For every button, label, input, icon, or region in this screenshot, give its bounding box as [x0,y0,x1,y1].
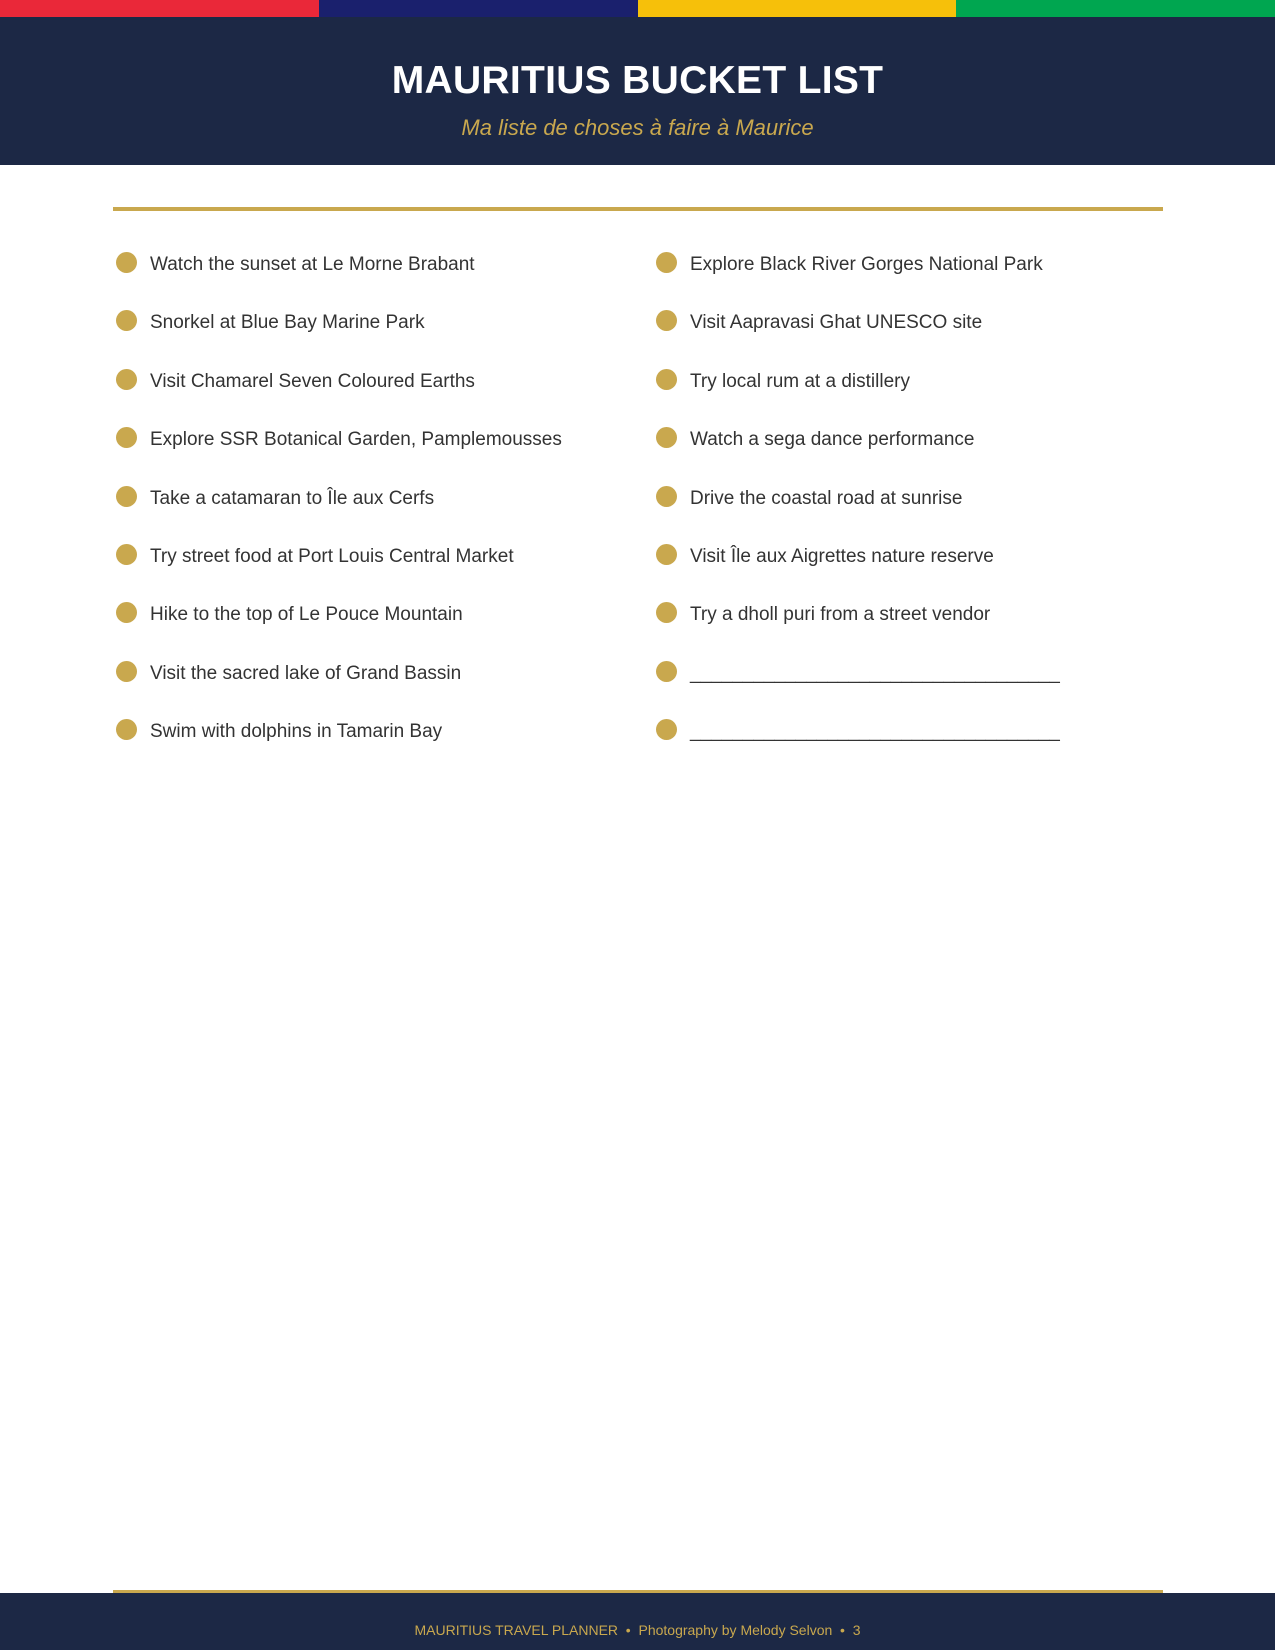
list-item [115,482,635,540]
list-item-text: Watch the sunset at Le Morne Brabant [150,254,475,275]
list-item [655,423,1175,481]
list-item-text: Watch a sega dance performance [690,429,975,451]
page-header [0,17,1275,165]
flag-color-bar [0,0,1275,17]
bullet-dot-icon [116,544,137,565]
list-item-text: ___________________________________ [690,662,1060,684]
bullet-dot-icon [656,661,677,682]
bullet-dot-icon [116,427,137,448]
list-item [115,365,635,423]
page-title: MAURITIUS BUCKET LIST [391,59,884,102]
bullet-dot-icon [656,369,677,390]
list-item-text: Visit Île aux Aigrettes nature reserve [690,545,994,567]
top-divider [113,207,1163,211]
bullet-dot-icon [656,310,677,331]
list-item-text: Try local rum at a distillery [690,370,910,392]
list-item [655,657,1175,715]
list-item [115,715,635,773]
list-item [115,598,635,656]
list-item [115,423,635,481]
list-item [655,482,1175,540]
list-item-text: Snorkel at Blue Bay Marine Park [150,312,425,334]
bullet-dot-icon [116,602,137,623]
bucket-list-left-column [115,248,635,774]
page-subtitle: Ma liste de choses à faire à Maurice [461,115,814,140]
list-item-text: Explore Black River Gorges National Park [690,254,1043,275]
footer-text: MAURITIUS TRAVEL PLANNER • Photography by Melody Selvon • 3 [414,1622,861,1638]
list-item [655,540,1175,598]
bullet-dot-icon [656,486,677,507]
flag-stripe-yellow [638,0,957,17]
list-item-text: Take a catamaran to Île aux Cerfs [150,487,435,509]
list-item [655,306,1175,364]
bullet-dot-icon [656,602,677,623]
list-item-text: Hike to the top of Le Pouce Mountain [150,604,463,626]
bullet-dot-icon [116,719,137,740]
list-item [655,248,1175,306]
bullet-dot-icon [116,310,137,331]
list-item-text: Try a dholl puri from a street vendor [690,604,991,626]
list-item-text: Try street food at Port Louis Central Market [150,545,514,567]
list-item [115,248,635,306]
list-item [655,715,1175,773]
list-item-text: Visit the sacred lake of Grand Bassin [150,662,462,684]
bucket-list-right-column [655,248,1175,774]
page-footer [0,1593,1275,1650]
bullet-dot-icon [656,544,677,565]
bullet-dot-icon [656,427,677,448]
list-item [115,306,635,364]
bullet-dot-icon [656,719,677,740]
list-item [115,657,635,715]
bullet-dot-icon [116,252,137,273]
flag-stripe-blue [319,0,638,17]
list-item [115,540,635,598]
flag-stripe-green [956,0,1275,17]
list-item-text: Drive the coastal road at sunrise [690,487,963,509]
bullet-dot-icon [116,369,137,390]
list-item-text: ___________________________________ [690,721,1060,743]
bullet-dot-icon [116,486,137,507]
list-item [655,365,1175,423]
list-item-text: Visit Aapravasi Ghat UNESCO site [690,312,983,334]
list-item-text: Explore SSR Botanical Garden, Pamplemousses [150,429,562,451]
flag-stripe-red [0,0,319,17]
list-item [655,598,1175,656]
bullet-dot-icon [656,252,677,273]
list-item-text: Swim with dolphins in Tamarin Bay [150,721,443,743]
list-item-text: Visit Chamarel Seven Coloured Earths [150,370,475,392]
bullet-dot-icon [116,661,137,682]
